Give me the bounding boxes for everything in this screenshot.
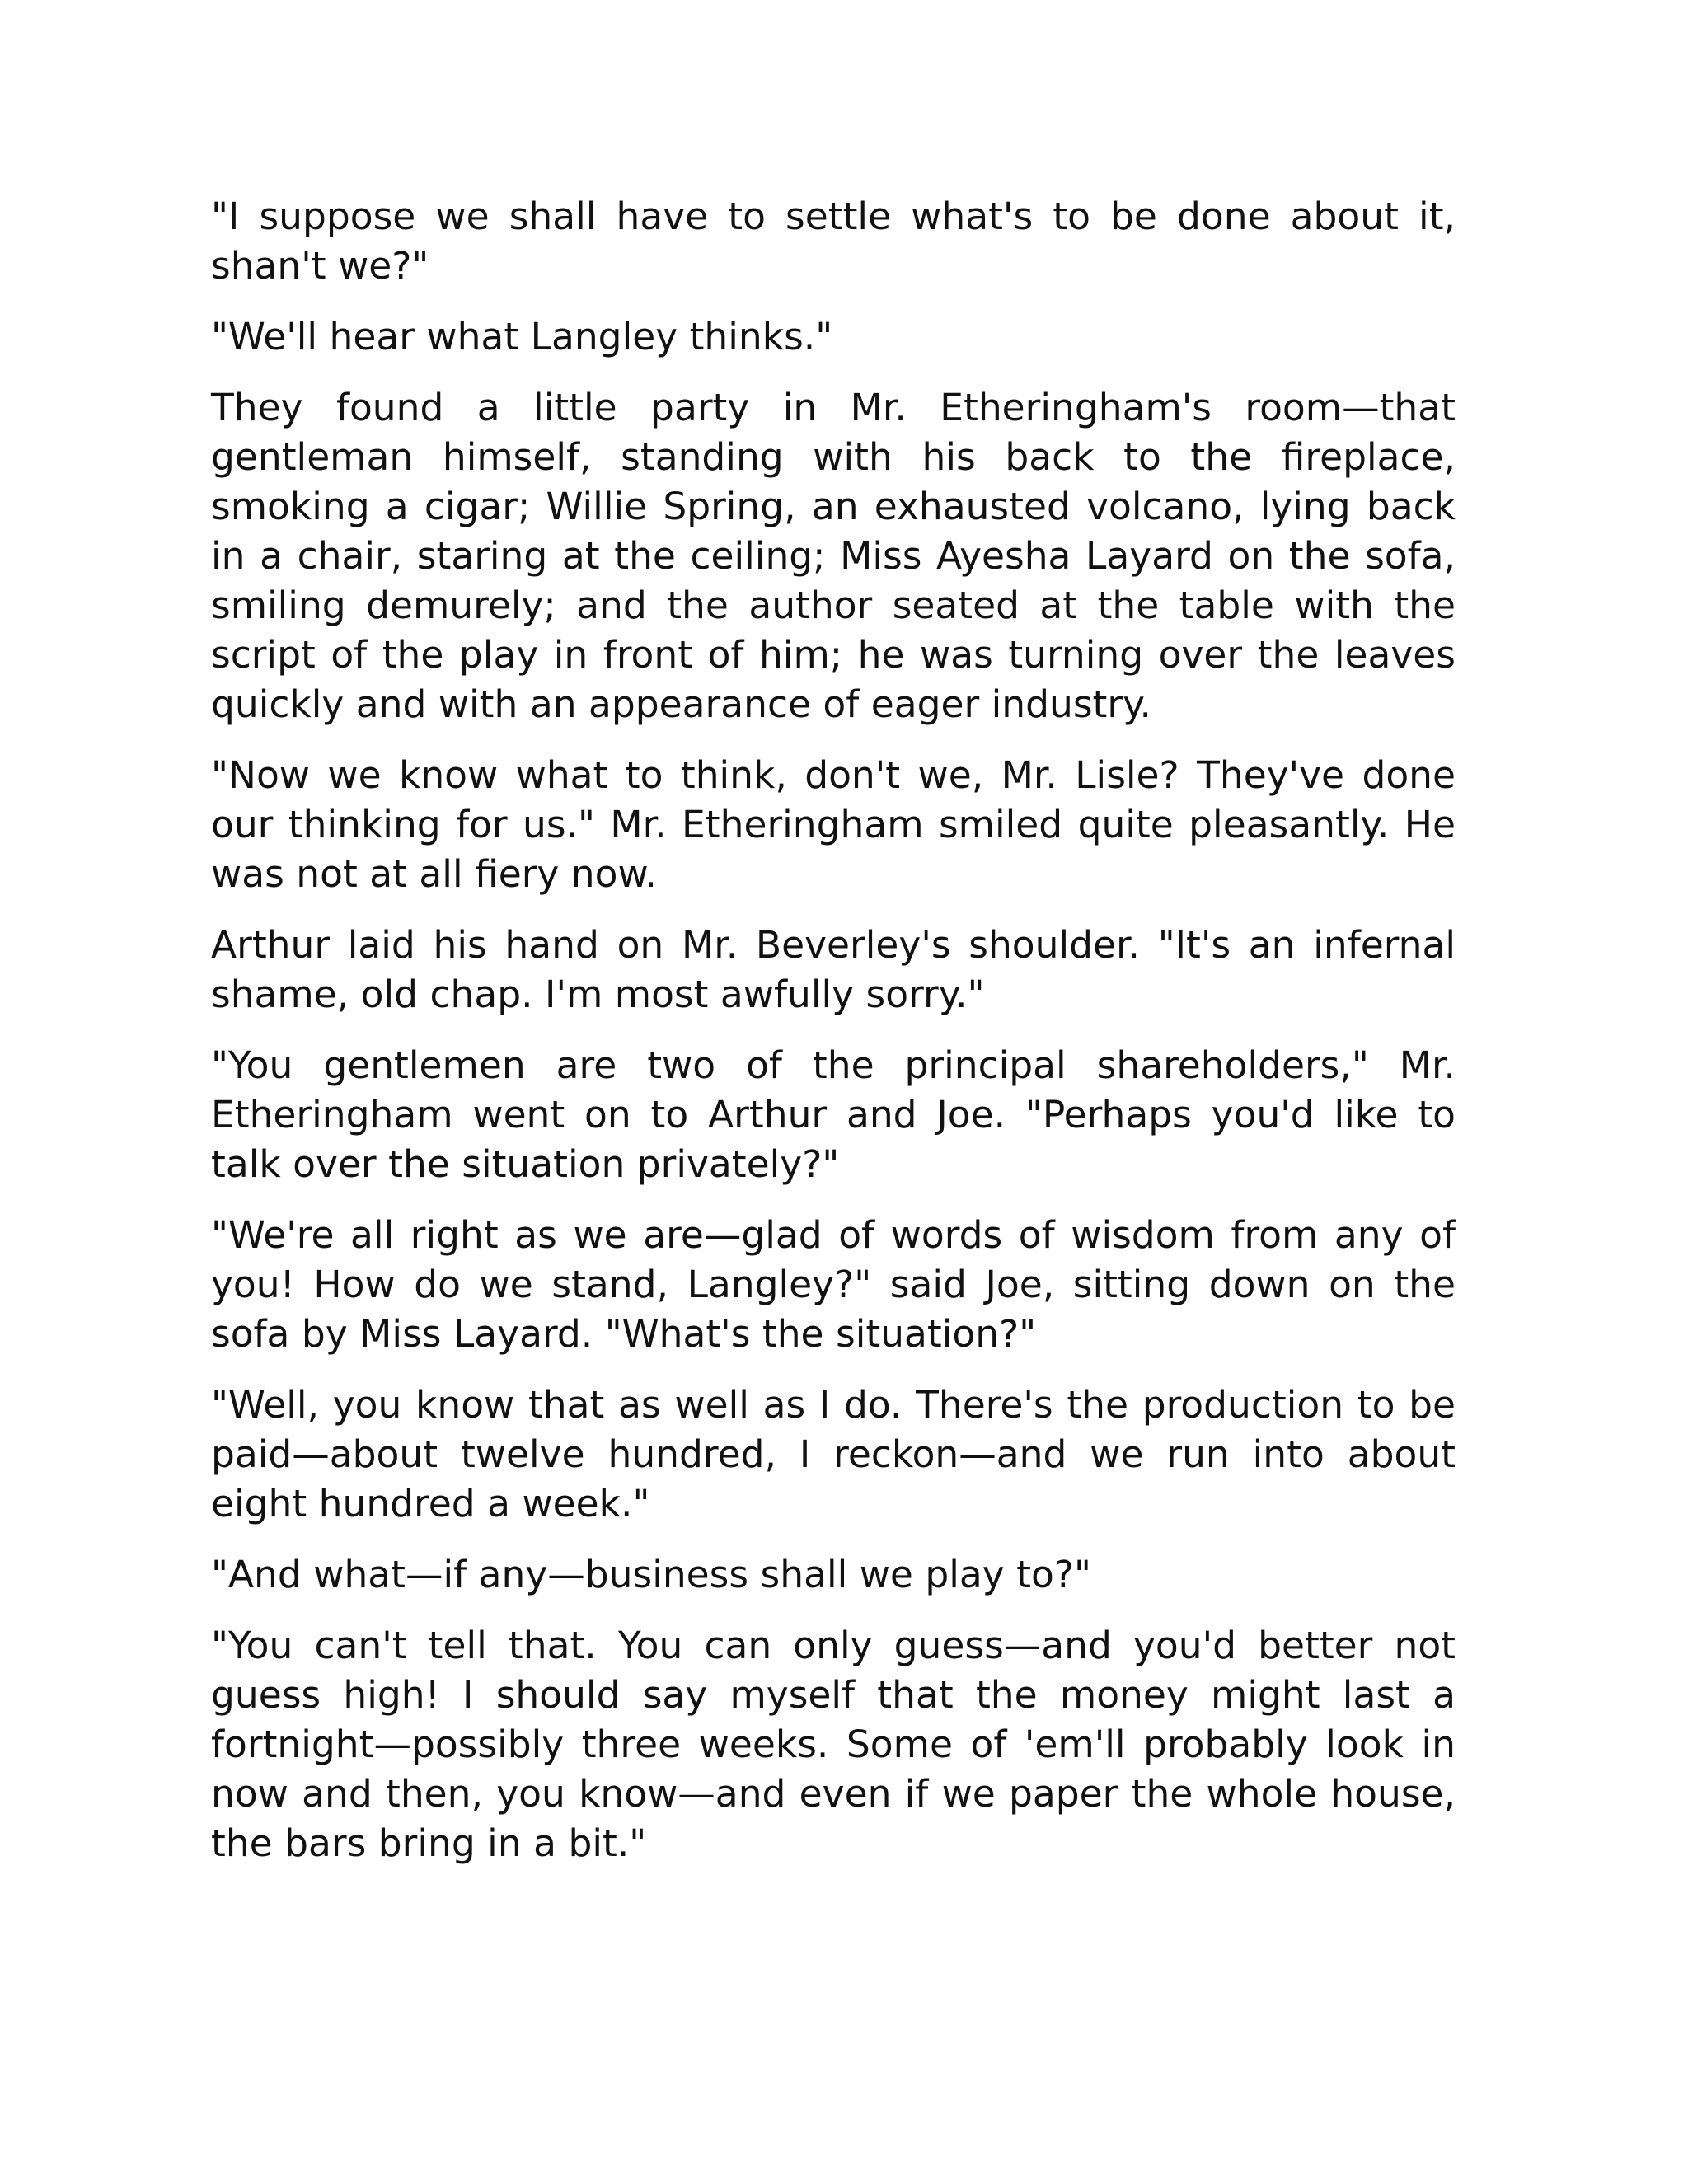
paragraph-10: "You can't tell that. You can only guess—and you'd better not guess high! I should say myself that the money might last a fortnight—possibly three weeks. Some of 'em'll probably look in now and then, you know—and even if we paper the whole house, the bars bring in a bit." [211,1624,1456,1865]
paragraph-7: "We're all right as we are—glad of words of wisdom from any of you! How do we stand, Langley?" said Joe, sitting down on the sofa by Miss Layard. "What's the situation?" [211,1213,1456,1356]
paragraph-9: "And what—if any—business shall we play to?" [211,1553,1091,1596]
paragraph-4: "Now we know what to think, don't we, Mr. Lisle? They've done our thinking for us." Mr. Etheringham smiled quite pleasantly. He was not at all fiery now. [211,753,1456,896]
paragraph-8: "Well, you know that as well as I do. There's the production to be paid—about twelve hundred, I reckon—and we run into about eight hundred a week." [211,1383,1456,1526]
paragraph-2: "We'll hear what Langley thinks." [211,315,833,359]
document-page [211,192,1456,1890]
paragraph-6: "You gentlemen are two of the principal shareholders," Mr. Etheringham went on to Arthur and Joe. "Perhaps you'd like to talk over the situation privately?" [211,1043,1456,1186]
paragraph-3: They found a little party in Mr. Etheringham's room—that gentleman himself, standing with his back to the fireplace, smoking a cigar; Willie Spring, an exhausted volcano, lying back in a chair, staring at the ceiling; Miss Ayesha Layard on the sofa, smiling demurely; and the author seated at the table with the script of the play in front of him; he was turning over the leaves quickly and with an appearance of eager industry. [211,386,1456,726]
paragraph-5: Arthur laid his hand on Mr. Beverley's shoulder. "It's an infernal shame, old chap. I'm most awfully sorry." [211,923,1456,1016]
paragraph-1: "I suppose we shall have to settle what's to be done about it, shan't we?" [211,194,1456,288]
